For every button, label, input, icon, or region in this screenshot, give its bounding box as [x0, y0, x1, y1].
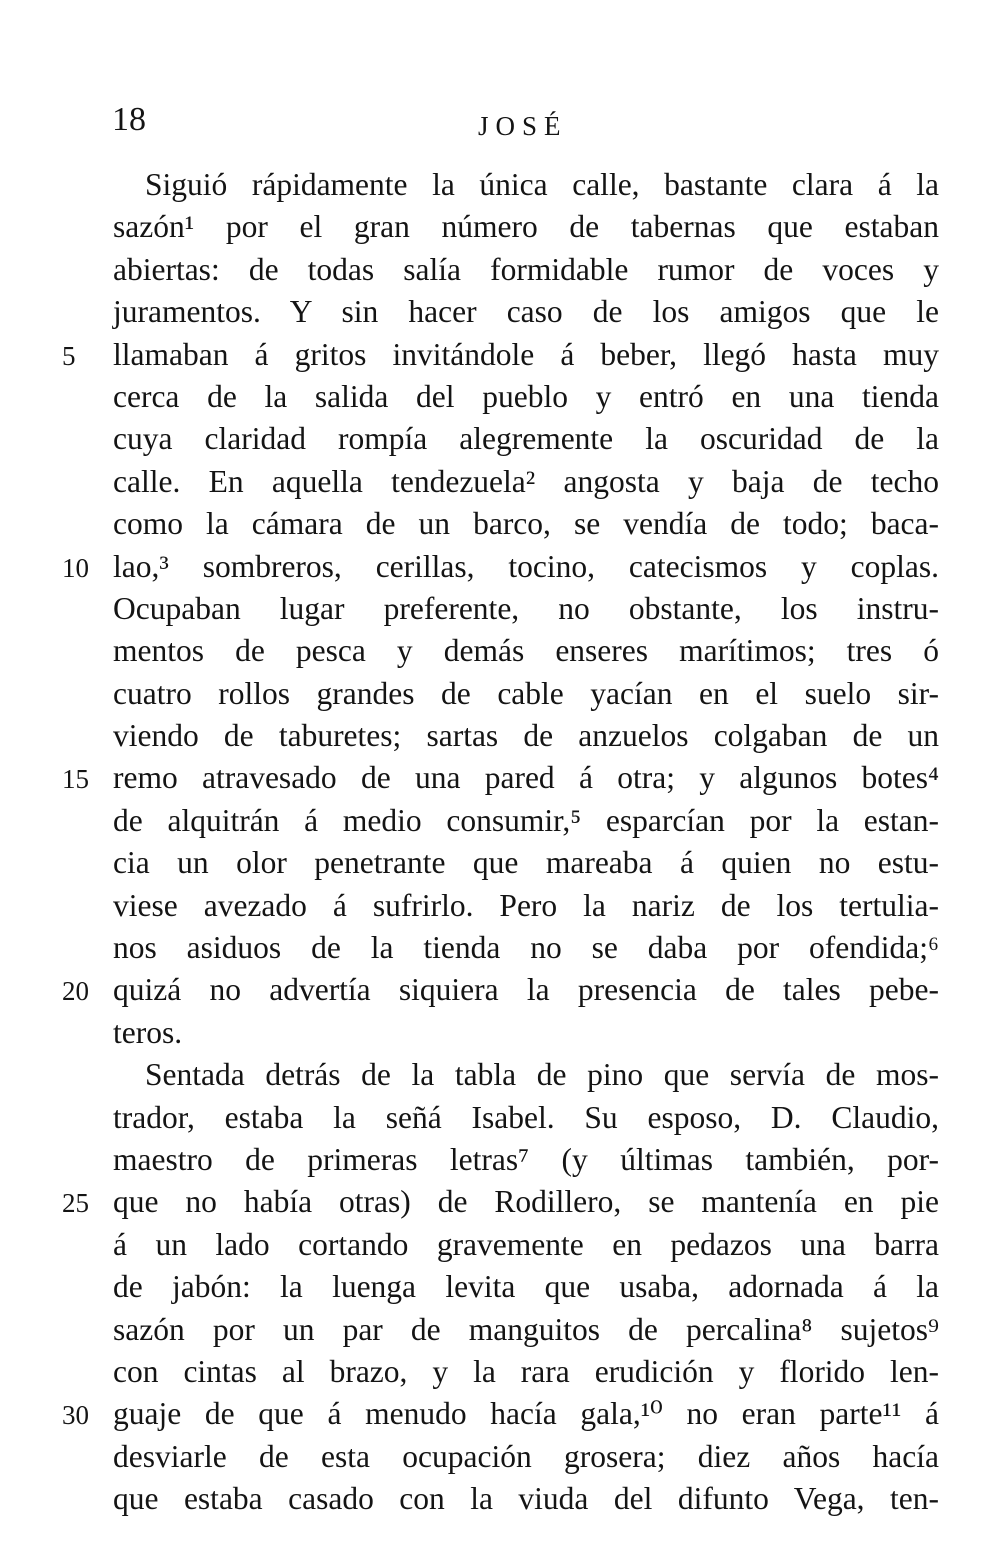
line-text: sazón¹ por el gran número de tabernas que estaban: [113, 209, 939, 245]
line-text: nos asiduos de la tienda no se daba por ofendida;⁶: [113, 930, 939, 966]
text-line: [0, 969, 1000, 1011]
text-line: [0, 546, 1000, 588]
text-line: [0, 927, 1000, 969]
text-line: [0, 418, 1000, 460]
line-number: 5: [62, 340, 76, 371]
text-line: [0, 1436, 1000, 1478]
line-number: 25: [62, 1188, 89, 1219]
line-text: juramentos. Y sin hacer caso de los amigos que le: [113, 294, 939, 330]
line-number: 10: [62, 552, 89, 583]
text-line: [0, 1309, 1000, 1351]
page-header: [0, 100, 1000, 140]
text-line: [0, 630, 1000, 672]
line-text: de jabón: la luenga levita que usaba, adornada á la: [113, 1269, 939, 1305]
line-text: desviarle de esta ocupación grosera; diez años hacía: [113, 1438, 939, 1474]
line-number: 15: [62, 764, 89, 795]
text-line: [0, 376, 1000, 418]
line-text: cuya claridad rompía alegremente la oscuridad de la: [113, 421, 939, 457]
text-line: [0, 1393, 1000, 1435]
page-number: 18: [112, 101, 146, 138]
running-head: JOSÉ: [478, 111, 568, 141]
text-line: [0, 291, 1000, 333]
line-text: lao,³ sombreros, cerillas, tocino, catecismos y coplas.: [113, 548, 939, 584]
text-line: [0, 800, 1000, 842]
line-text: á un lado cortando gravemente en pedazos una barra: [113, 1226, 939, 1262]
text-line: [0, 206, 1000, 248]
text-line: [0, 842, 1000, 884]
text-line: [0, 757, 1000, 799]
line-text: con cintas al brazo, y la rara erudición y florido len-: [113, 1353, 939, 1389]
line-text: guaje de que á menudo hacía gala,¹⁰ no eran parte¹¹ á: [113, 1396, 939, 1432]
line-text: calle. En aquella tendezuela² angosta y baja de techo: [113, 463, 939, 499]
text-line: [0, 588, 1000, 630]
line-text: Ocupaban lugar preferente, no obstante, los instru-: [113, 590, 939, 626]
text-line: [0, 1139, 1000, 1181]
line-text: abiertas: de todas salía formidable rumor de voces y: [113, 251, 939, 287]
line-text: de alquitrán á medio consumir,⁵ esparcían por la estan-: [113, 802, 939, 838]
text-line: [0, 1351, 1000, 1393]
line-number: 30: [62, 1400, 89, 1431]
line-number: 20: [62, 976, 89, 1007]
line-text: llamaban á gritos invitándole á beber, llegó hasta muy: [113, 336, 939, 372]
line-text: quizá no advertía siquiera la presencia de tales pebe-: [113, 972, 939, 1008]
line-text: Siguió rápidamente la única calle, bastante clara á la: [145, 167, 939, 202]
text-line: [0, 1097, 1000, 1139]
line-text: cerca de la salida del pueblo y entró en una tienda: [113, 378, 939, 414]
text-line: [0, 715, 1000, 757]
text-line: [0, 249, 1000, 291]
line-text: maestro de primeras letras⁷ (y últimas también, por-: [113, 1141, 939, 1177]
text-line: [0, 164, 1000, 206]
line-text: que no había otras) de Rodillero, se mantenía en pie: [113, 1184, 939, 1220]
line-text: teros.: [113, 1014, 183, 1050]
line-text: que estaba casado con la viuda del difunto Vega, ten-: [113, 1481, 939, 1517]
line-text: como la cámara de un barco, se vendía de todo; baca-: [113, 506, 939, 542]
line-text: cuatro rollos grandes de cable yacían en el suelo sir-: [113, 675, 939, 711]
text-line: [0, 461, 1000, 503]
line-text: trador, estaba la señá Isabel. Su esposo, D. Claudio,: [113, 1099, 939, 1135]
line-text: remo atravesado de una pared á otra; y algunos botes⁴: [113, 760, 939, 796]
line-text: mentos de pesca y demás enseres marítimos; tres ó: [113, 633, 939, 669]
text-line: [0, 673, 1000, 715]
line-text: cia un olor penetrante que mareaba á quien no estu-: [113, 845, 939, 881]
text-line: [0, 503, 1000, 545]
line-text: viendo de taburetes; sartas de anzuelos colgaban de un: [113, 718, 939, 754]
text-line: [0, 885, 1000, 927]
line-text: Sentada detrás de la tabla de pino que servía de mos-: [145, 1057, 939, 1093]
text-line: [0, 1224, 1000, 1266]
body-text: [0, 164, 1000, 1521]
text-line: [0, 1181, 1000, 1223]
line-text: sazón por un par de manguitos de percalina⁸ sujetos⁹: [113, 1311, 939, 1347]
text-line: [0, 1478, 1000, 1520]
text-line: [0, 334, 1000, 376]
text-line: [0, 1266, 1000, 1308]
text-line: [0, 1054, 1000, 1096]
line-text: viese avezado á sufrirlo. Pero la nariz de los tertulia-: [113, 887, 939, 923]
text-line: [0, 1012, 1000, 1054]
